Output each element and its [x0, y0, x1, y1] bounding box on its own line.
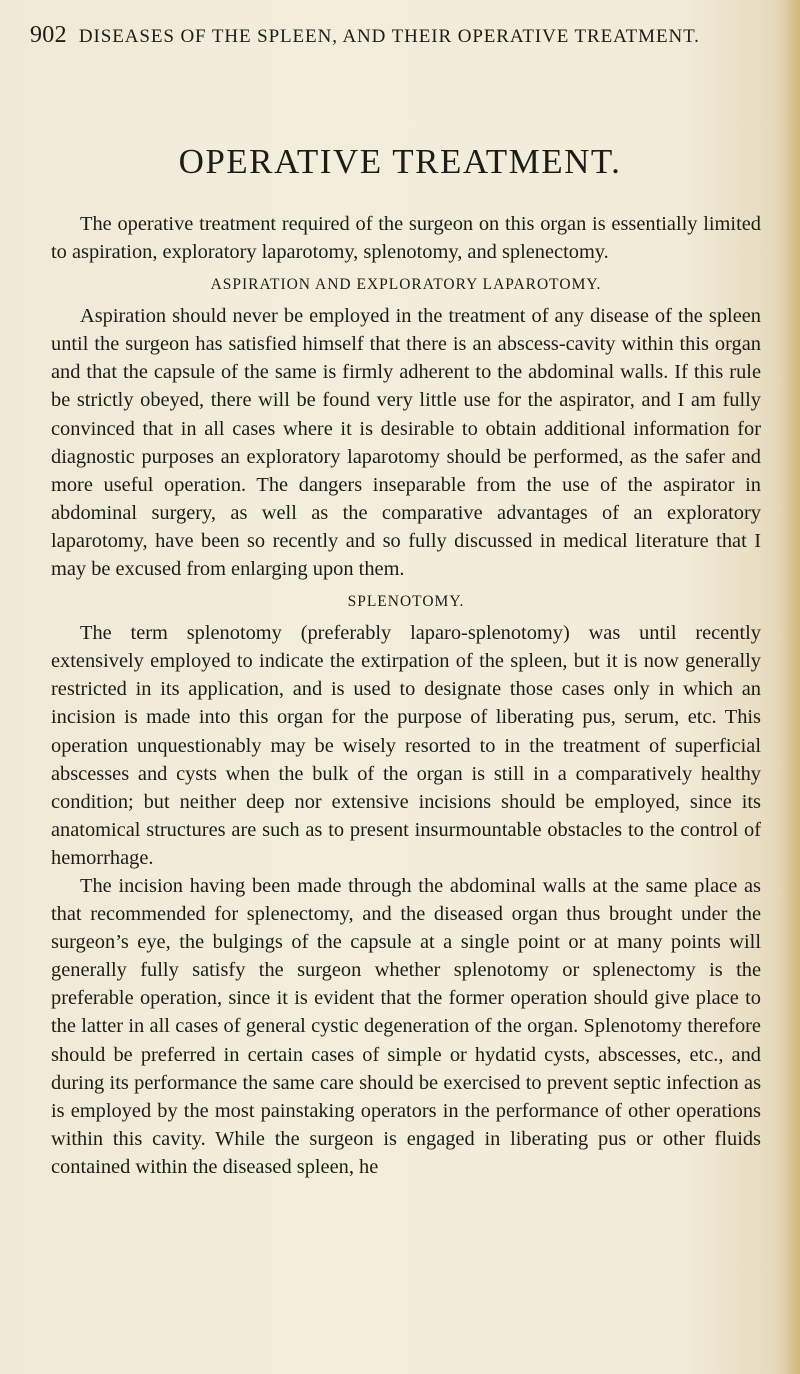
subheading-aspiration: ASPIRATION AND EXPLORATORY LAPAROTOMY.	[210, 276, 602, 294]
paragraph-splenotomy-2: The incision having been made through the abdominal walls at the same place as that recommended for splenectomy, and the diseased organ thus brought under the surgeon’s eye, the bulgings of the capsule at a single point or at many points will generally fully satisfy the surgeon whether splenotomy or splenectomy is the preferable operation, since it is evident that the former operation should give place to the latter in all cases of general cystic degeneration of the organ. Splenotomy therefore should be preferred in certain cases of simple or hydatid cysts, abscesses, etc., and during its performance the same care should be exercised to prevent septic infection as is employed by the most painstaking operators in the performance of other operations within this cavity. While the surgeon is engaged in liberating pus or other fluids contained within the diseased spleen, he	[51, 874, 761, 1178]
running-title: DISEASES OF THE SPLEEN, AND THEIR OPERATIVE TREATMENT.	[78, 26, 700, 47]
running-header	[30, 22, 790, 49]
page-number: 902	[30, 22, 67, 48]
body-text	[51, 210, 761, 1181]
page-edge-shadow	[782, 0, 800, 1374]
paragraph-splenotomy-1: The term splenotomy (preferably laparo-splenotomy) was until recently extensively employed to indicate the extirpation of the spleen, but it is now generally restricted in its application, and is used to designate those cases only in which an incision is made into this organ for the purpose of liberating pus, serum, etc. This operation unquestionably may be wisely resorted to in the treatment of superficial abscesses and cysts when the bulk of the organ is still in a comparatively healthy condition; but neither deep nor extensive incisions should be employed, since its anatomical structures are such as to present insurmountable obstacles to the control of hemorrhage.	[51, 622, 761, 869]
paragraph-aspiration: Aspiration should never be employed in the treatment of any disease of the spleen until the surgeon has satisfied himself that there is an abscess-cavity within this organ and that the capsule of the same is firmly adherent to the abdominal walls. If this rule be strictly obeyed, there will be found very little use for the aspirator, and I am fully convinced that in all cases where it is desirable to obtain additional information for diagnostic purposes an exploratory laparotomy should be performed, as the safer and more useful operation. The dangers inseparable from the use of the aspirator in abdominal surgery, as well as the comparative advantages of an exploratory laparotomy, have been so recently and so fully discussed in medical literature that I may be excused from enlarging upon them.	[51, 305, 761, 581]
section-title: OPERATIVE TREATMENT.	[178, 142, 622, 181]
subheading-splenotomy: SPLENOTOMY.	[347, 593, 465, 611]
intro-paragraph: The operative treatment required of the surgeon on this organ is essentially limited to aspiration, exploratory laparotomy, splenotomy, and splenectomy.	[51, 213, 761, 264]
